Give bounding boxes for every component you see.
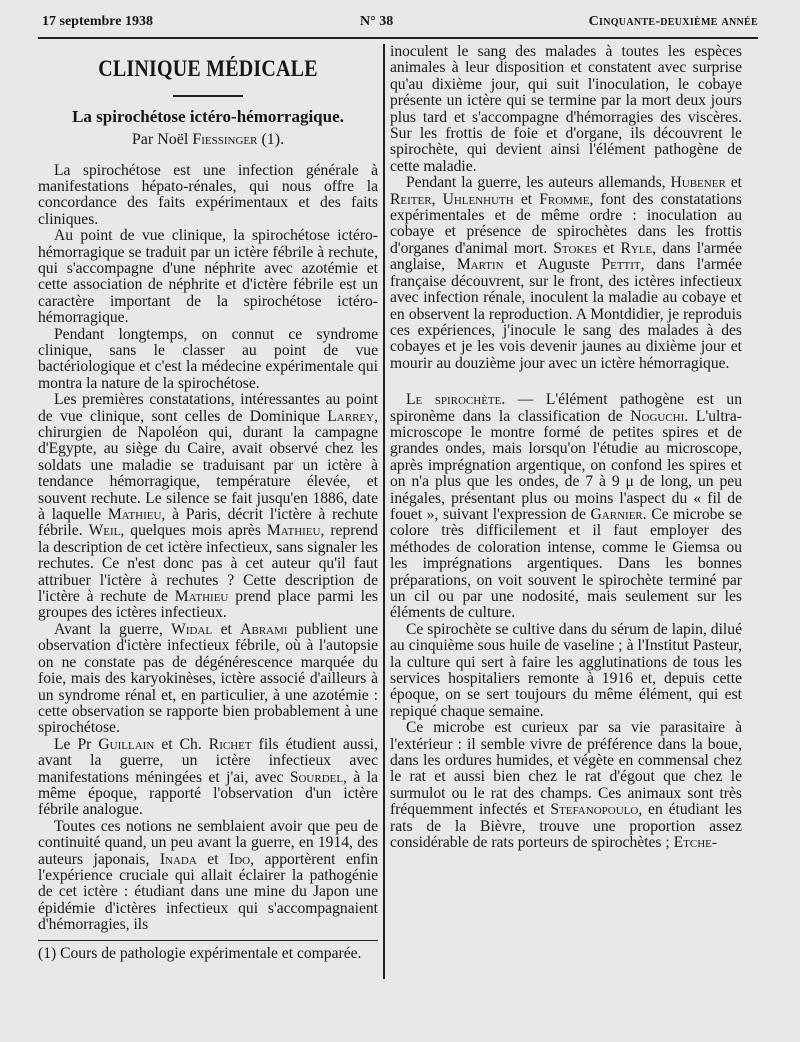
- paragraph: Pendant la guerre, les auteurs allemands, Hubener et Reiter, Uhlenhuth et Fromme, font des constatations expérimentales et de même ordre : inoculation au cobaye et présence de spirochètes dans les frottis d'organes d'animal mort. Stokes et Ryle, dans l'armée anglaise, Martin et Auguste Pettit, dans l'armée française découvrent, sur le front, des ictères infectieux avec infection rénale, inoculent la maladie au cobaye et en observent la reproduction. A Montdidier, je reproduis ces expériences, j'inocule le sang des malades à des cobayes et je les vois devenir jaunes au dixième jour et mourir au douzième jour avec un ictère hémorragique.: [390, 174, 743, 372]
- paragraph: inoculent le sang des malades à toutes les espèces animales à leur disposition et constatent avec surprise qu'au dixième jour, qui suit l'inoculation, le cobaye présente un ictère qui se termine par la mort deux jours plus tard et s'accompagne d'hémorragies des viscères. Sur les frottis de foie et d'organe, ils découvrent le spirochète, qui devient ainsi l'élément pathogène de cette maladie.: [390, 43, 742, 175]
- paragraph: Ce spirochète se cultive dans du sérum de lapin, dilué au cinquième sous huile de vaseline ; à l'Institut Pasteur, la culture qui sert à faire les agglutinations de tous les services hospitaliers remonte à 1916 et, depuis cette époque, on se sert toujours du même élément, qui est repiqué chaque semaine.: [390, 620, 742, 720]
- article-title: La spirochétose ictéro-hémorragique.: [72, 106, 344, 126]
- issue-number: N° 38: [360, 14, 394, 29]
- right-column: [390, 44, 742, 852]
- paragraph: La spirochétose est une infection générale à manifestations hépato-rénales, qui nous offre la concordance des faits expérimentaux et des faits cliniques.: [38, 161, 378, 228]
- issue-date: 17 septembre 1938: [42, 14, 153, 29]
- section-title: CLINIQUE MÉDICALE: [98, 56, 318, 82]
- title-rule: [173, 95, 243, 97]
- article-author: Par Noël Fiessinger (1).: [131, 130, 285, 148]
- page-header: [30, 14, 758, 34]
- paragraph: Les premières constatations, intéressantes au point de vue clinique, sont celles de Dominique Larrey, chirurgien de Napoléon qui, durant la campagne d'Egypte, au siège du Caire, avait observé chez les soldats une maladie se traduisant par un ictère à tendance hémorragique, température élevée, et souvent rechute. Le silence se fait jusqu'en 1886, date à laquelle Mathieu, à Paris, décrit l'ictère à rechute fébrile. Weil, quelques mois après Mathieu, reprend la description de cet ictère infectieux, sans signaler les rechutes. Ce n'est donc pas à cet auteur qu'il faut attribuer l'ictère à rechutes ? Cette description de l'ictère à rechute de Mathieu prend place parmi les groupes des ictères infectieux.: [38, 391, 378, 622]
- paragraph: Pendant longtemps, on connut ce syndrome clinique, sans le classer au point de vue bactériologique et c'est la médecine expérimentale qui montra la nature de la spirochétose.: [38, 325, 378, 392]
- paragraph: Le spirochète. — L'élément pathogène est un spironème dans la classification de Noguchi. L'ultra-microscope le montre formé de petites spires et de grandes ondes, mais lorsqu'on l'étudie au microscope, après imprégnation argentique, on confond les spires et on n'a plus que les ondes, de 7 à 9 μ de long, un peu inégales, présentant plus ou moins l'aspect du « fil de fouet », suivant l'expression de Garnier. Ce microbe se colore très difficilement et il faut employer des méthodes de coloration intense, comme le Giemsa ou les imprégnations argentiques. Dans les bonnes préparations, on voit souvent le spirochète terminé par un cil ou par une nodosité, mais seulement sur les éléments de culture.: [390, 391, 742, 622]
- paragraph: Toutes ces notions ne semblaient avoir que peu de continuité quand, un peu avant la guerre, en 1914, des auteurs japonais, Inada et Ido, apportèrent enfin l'expérience cruciale qui allait éclairer la pathogénie de cet ictère : étudiant dans une mine du Japon une épidémie d'ictères infectieux qui s'accompagnaient d'hémorragies, ils: [38, 817, 378, 934]
- paragraph: Ce microbe est curieux par sa vie parasitaire à l'extérieur : il semble vivre de préférence dans la boue, dans les ordures humides, et végète en commensal chez le rat et aussi bien chez le rat d'égout que chez le surmulot ou le rat des champs. Ces animaux sont très fréquemment infectés et Stefanopoulo, en étudiant les rats de la Bièvre, trouve une proportion assez considérable de rats porteurs de spirochètes ; Etche-: [390, 719, 742, 852]
- paragraph: Au point de vue clinique, la spirochétose ictéro-hémorragique se traduit par un ictère fébrile à rechute, qui s'accompagne d'une néphrite avec azotémie et cette association de néphrite et d'ictère fébrile est un caractère important de la spirochétose ictéro-hémorragique.: [38, 227, 378, 327]
- footnote-rule: [38, 940, 378, 942]
- footnote: (1) Cours de pathologie expérimentale et comparée.: [38, 945, 362, 963]
- column-divider: [383, 44, 385, 979]
- left-column: [38, 44, 378, 961]
- paragraph: Le Pr Guillain et Ch. Richet fils étudient aussi, avant la guerre, un ictère infectieux avec manifestations méningées et j'ai, avec Sourdel, à la même époque, rapporté l'observation d'un ictère fébrile analogue.: [38, 735, 378, 819]
- subheading: Le spirochète.: [406, 391, 506, 409]
- header-rule: [38, 37, 758, 39]
- paragraph: Avant la guerre, Widal et Abrami publient une observation d'ictère infectieux fébrile, où à l'autopsie on ne constate pas de dégénérescence marquée du foie, mais des karyokinèses, ictère associé d'ailleurs à un syndrome rénal et, en particulier, à une azotémie : cette observation se rapporte bien probablement à une spirochétose.: [38, 620, 378, 737]
- issue-year: Cinquante-deuxième année: [588, 14, 758, 29]
- section-gap: [390, 372, 742, 392]
